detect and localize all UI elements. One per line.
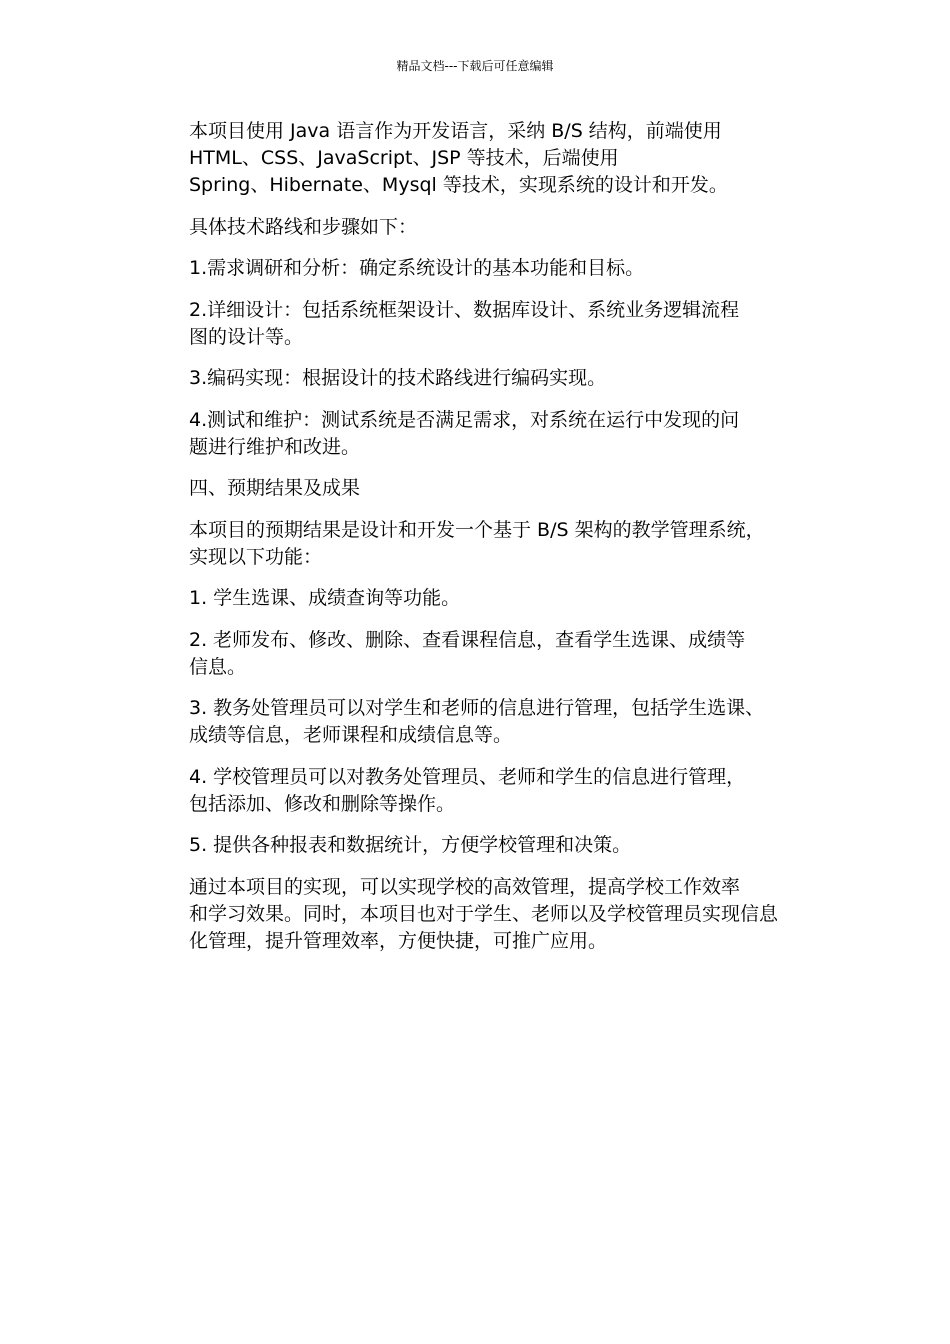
paragraph-line: 成绩等信息，老师课程和成绩信息等。	[189, 724, 513, 746]
paragraph	[144, 874, 808, 955]
paragraph	[144, 832, 808, 859]
paragraph-line: 图的设计等。	[189, 325, 304, 348]
paragraph-line: 1. 学生选课、成绩查询等功能。	[189, 587, 461, 609]
paragraph-line: 具体技术路线和步骤如下：	[189, 215, 418, 238]
paragraph-line: 四、预期结果及成果	[189, 477, 361, 499]
paragraph-line: 本项目使用 Java 语言作为开发语言，采纳 B/S 结构，前端使用	[189, 120, 722, 142]
paragraph	[144, 585, 808, 612]
paragraph	[144, 517, 808, 571]
paragraph	[144, 475, 808, 502]
paragraph	[144, 695, 808, 749]
paragraph-line: 1.需求调研和分析：确定系统设计的基本功能和目标。	[189, 257, 645, 279]
paragraph-line: 通过本项目的实现，可以实现学校的高效管理，提高学校工作效率	[189, 875, 741, 898]
paragraph-line: 5. 提供各种报表和数据统计，方便学校管理和决策。	[189, 834, 632, 856]
paragraph-line: 实现以下功能：	[189, 545, 323, 568]
paragraph	[144, 297, 808, 351]
paragraph	[144, 407, 808, 461]
page-header: 精品文档---下载后可任意编辑	[396, 59, 554, 73]
paragraph-line: 和学习效果。同时，本项目也对于学生、老师以及学校管理员实现信息	[189, 902, 779, 925]
paragraph-line: 化管理，提升管理效率，方便快捷，可推广应用。	[189, 929, 608, 952]
paragraph	[144, 627, 808, 681]
paragraph-line: 题进行维护和改进。	[189, 435, 361, 458]
document-body	[144, 118, 808, 969]
paragraph	[144, 365, 808, 392]
paragraph-line: 3. 教务处管理员可以对学生和老师的信息进行管理，包括学生选课、	[189, 697, 765, 719]
paragraph-line: 3.编码实现：根据设计的技术路线进行编码实现。	[189, 367, 607, 389]
paragraph-line: 信息。	[189, 655, 247, 678]
paragraph	[144, 255, 808, 282]
paragraph-line: Spring、Hibernate、Mysql 等技术，实现系统的设计和开发。	[189, 174, 728, 196]
paragraph	[144, 118, 808, 199]
paragraph-line: 本项目的预期结果是设计和开发一个基于 B/S 架构的教学管理系统，	[189, 518, 765, 541]
paragraph-line: 4. 学校管理员可以对教务处管理员、老师和学生的信息进行管理，	[189, 765, 746, 788]
paragraph-line: 包括添加、修改和删除等操作。	[189, 792, 456, 815]
paragraph-line: HTML、CSS、JavaScript、JSP 等技术，后端使用	[189, 147, 619, 169]
paragraph	[144, 764, 808, 818]
paragraph	[144, 214, 808, 241]
paragraph-line: 4.测试和维护：测试系统是否满足需求，对系统在运行中发现的问	[189, 408, 740, 431]
paragraph-line: 2.详细设计：包括系统框架设计、数据库设计、系统业务逻辑流程	[189, 298, 740, 321]
paragraph-line: 2. 老师发布、修改、删除、查看课程信息，查看学生选课、成绩等	[189, 628, 746, 651]
